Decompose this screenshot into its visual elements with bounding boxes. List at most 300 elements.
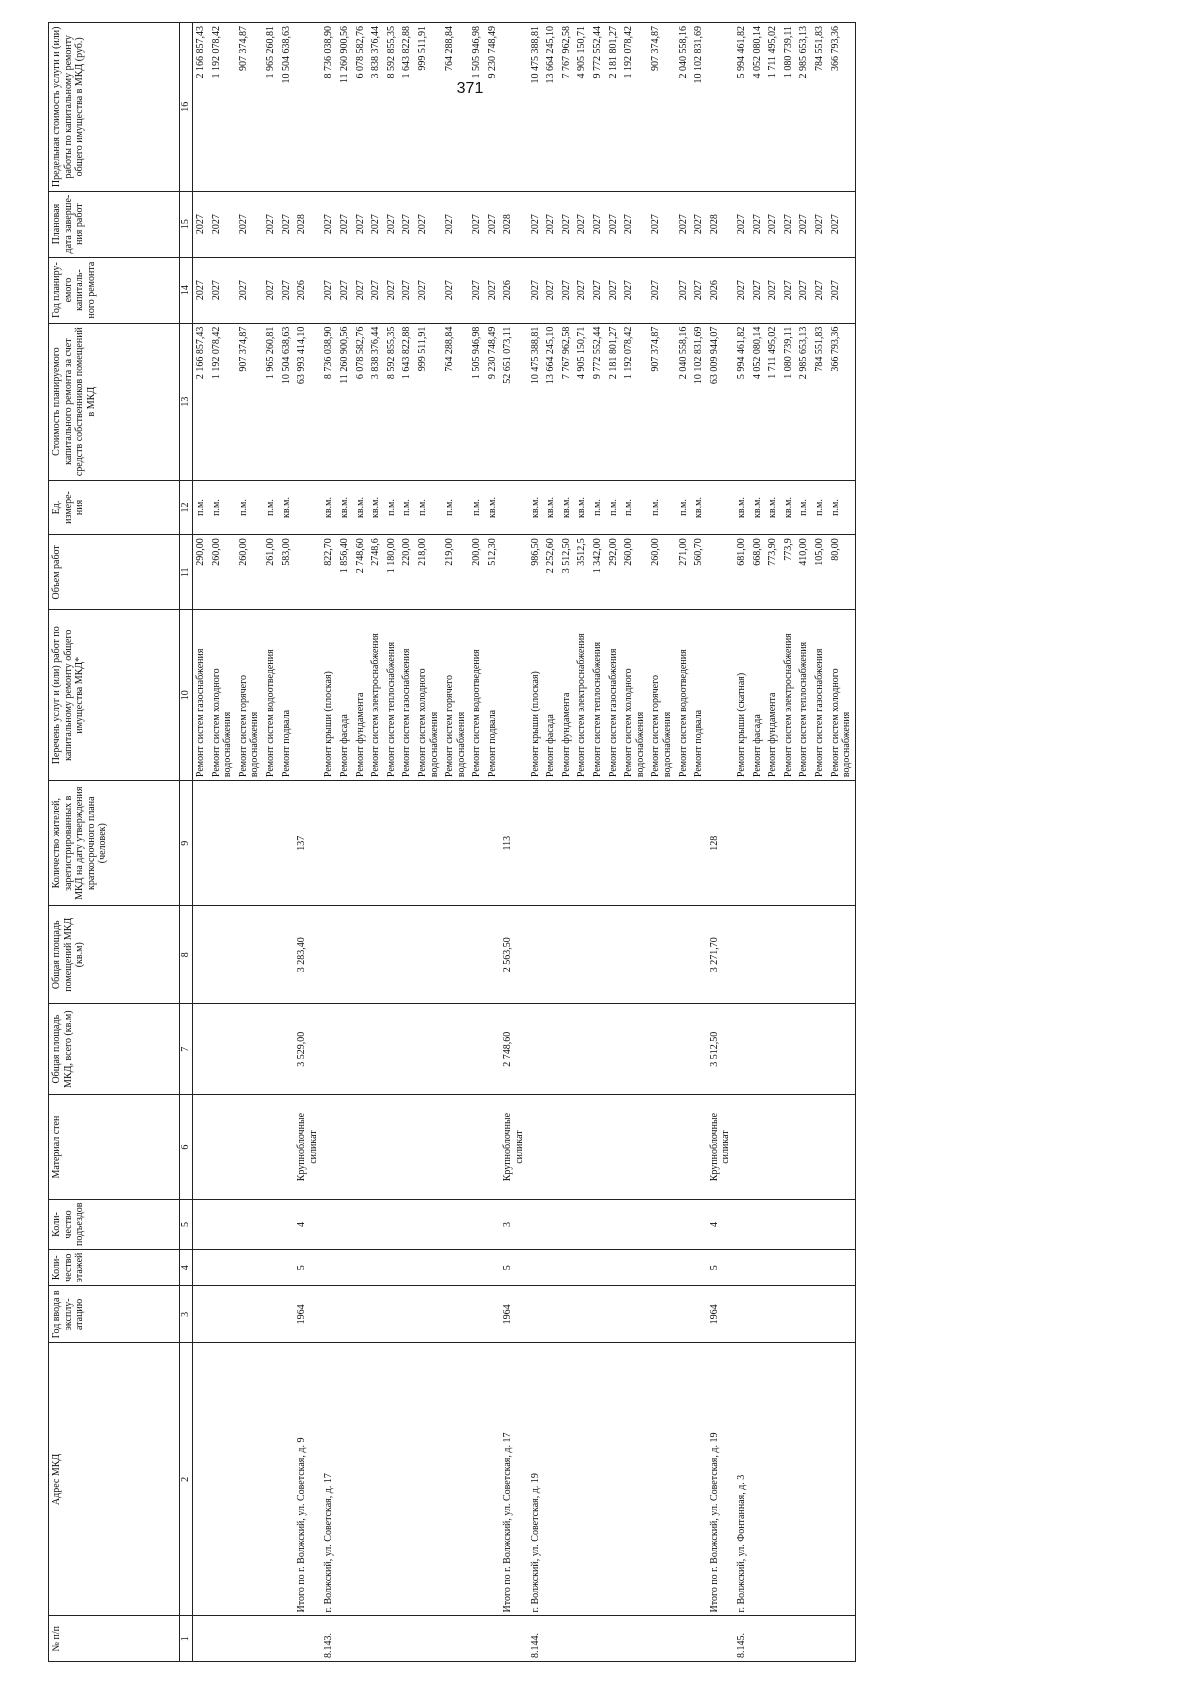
table-row: [796, 23, 812, 1662]
empty-cell: [263, 1199, 279, 1249]
work-name: Ремонт фасада: [750, 610, 766, 781]
work-end-year: 2027: [353, 191, 369, 257]
address: [442, 1343, 469, 1616]
empty-cell: [209, 1286, 236, 1343]
work-volume: 80,00: [828, 535, 856, 610]
empty-cell: [263, 1250, 279, 1286]
entrances: 4: [294, 1199, 321, 1249]
column-header: Перечень услуг и (или) работ по капитальному ремонту общего имущества МКД*: [49, 610, 180, 781]
empty-cell: [559, 1286, 575, 1343]
work-name: Ремонт систем теплоснабжения: [796, 610, 812, 781]
address: [765, 1343, 781, 1616]
empty-cell: [442, 1286, 469, 1343]
empty-cell: [263, 781, 279, 906]
work-cost: 11 260 900,56: [337, 323, 353, 480]
empty-cell: [469, 1250, 485, 1286]
address: [606, 1343, 622, 1616]
table-row: [559, 23, 575, 1662]
work-volume: 986,50: [528, 535, 544, 610]
address: [236, 1343, 263, 1616]
table-body: [193, 23, 856, 1662]
empty-cell: [606, 906, 622, 1004]
empty-cell: [415, 781, 442, 906]
work-name: Ремонт систем теплоснабжения: [590, 610, 606, 781]
empty-cell: [734, 1250, 750, 1286]
empty-cell: [193, 1199, 209, 1249]
work-cost: 2 985 653,13: [796, 323, 812, 480]
empty-cell: [279, 1095, 295, 1200]
empty-cell: [621, 1250, 648, 1286]
empty-cell: [528, 1250, 544, 1286]
row-number: [442, 1616, 469, 1662]
work-cost: 784 551,83: [812, 323, 828, 480]
work-year: 2027: [469, 257, 485, 323]
column-header: Плановая дата заверше-ния работ: [49, 191, 180, 257]
total-cost: 52 651 073,11: [500, 323, 527, 480]
work-cost: 2 040 558,16: [676, 323, 692, 480]
empty-cell: [750, 1250, 766, 1286]
total-row: [707, 23, 734, 1662]
empty-cell: [415, 1250, 442, 1286]
empty-cell: [691, 781, 707, 906]
row-number: [606, 1616, 622, 1662]
work-limit: 1 192 078,42: [621, 23, 648, 192]
work-cost: 1 711 495,02: [765, 323, 781, 480]
work-cost: 13 664 245,10: [543, 323, 559, 480]
empty-cell: [442, 906, 469, 1004]
work-volume: 1 180,00: [384, 535, 400, 610]
empty-cell: [648, 1199, 675, 1249]
work-year: 2027: [781, 257, 797, 323]
work-end-year: 2027: [574, 191, 590, 257]
empty-cell: [294, 535, 321, 610]
empty-cell: [750, 906, 766, 1004]
wall-material: Крупноблочные силикат: [294, 1095, 321, 1200]
empty-cell: [469, 906, 485, 1004]
empty-cell: [321, 1286, 337, 1343]
empty-cell: [294, 1616, 321, 1662]
work-volume: 2 748,60: [353, 535, 369, 610]
empty-cell: [559, 1199, 575, 1249]
row-number: [399, 1616, 415, 1662]
column-header: № п/п: [49, 1616, 180, 1662]
work-name: Ремонт систем холодного водоснабжения: [828, 610, 856, 781]
work-limit: 11 260 900,56: [337, 23, 353, 192]
work-name: Ремонт подвала: [279, 610, 295, 781]
total-row: [500, 23, 527, 1662]
work-year: 2027: [648, 257, 675, 323]
work-unit: п.м.: [236, 480, 263, 535]
row-number: [590, 1616, 606, 1662]
work-end-year: 2027: [765, 191, 781, 257]
empty-cell: [337, 1095, 353, 1200]
row-number: 8.143.: [321, 1616, 337, 1662]
work-name: Ремонт фундамента: [765, 610, 781, 781]
work-end-year: 2027: [442, 191, 469, 257]
total-label: Итого по г. Волжский, ул. Советская, д. 17: [500, 1343, 527, 1616]
column-header: Коли-чество этажей: [49, 1250, 180, 1286]
empty-cell: [337, 1286, 353, 1343]
empty-cell: [399, 781, 415, 906]
empty-cell: [384, 1199, 400, 1249]
work-end-year: 2027: [485, 191, 501, 257]
table-row: [263, 23, 279, 1662]
empty-cell: [279, 1004, 295, 1095]
empty-cell: [691, 1004, 707, 1095]
empty-cell: [812, 906, 828, 1004]
empty-cell: [236, 1199, 263, 1249]
empty-cell: [765, 1004, 781, 1095]
empty-cell: [415, 906, 442, 1004]
address: [485, 1343, 501, 1616]
work-year: 2027: [812, 257, 828, 323]
column-number: 3: [180, 1286, 193, 1343]
empty-cell: [209, 781, 236, 906]
empty-cell: [399, 1199, 415, 1249]
work-end-year: 2027: [648, 191, 675, 257]
work-volume: 261,00: [263, 535, 279, 610]
work-volume: 260,00: [648, 535, 675, 610]
page-number: 371: [456, 80, 484, 97]
work-cost: 10 475 388,81: [528, 323, 544, 480]
work-limit: 907 374,87: [236, 23, 263, 192]
work-end-year: 2027: [263, 191, 279, 257]
column-number: 4: [180, 1250, 193, 1286]
work-name: Ремонт фундамента: [353, 610, 369, 781]
work-limit: 1 711 495,02: [765, 23, 781, 192]
work-volume: 560,70: [691, 535, 707, 610]
empty-cell: [707, 23, 734, 192]
row-number: [415, 1616, 442, 1662]
work-year: 2027: [384, 257, 400, 323]
row-number: [469, 1616, 485, 1662]
work-cost: 366 793,36: [828, 323, 856, 480]
empty-cell: [590, 1004, 606, 1095]
work-unit: кв.м.: [750, 480, 766, 535]
work-end-year: 2027: [321, 191, 337, 257]
table-row: [399, 23, 415, 1662]
empty-cell: [528, 1095, 544, 1200]
empty-cell: [485, 781, 501, 906]
work-name: Ремонт подвала: [485, 610, 501, 781]
work-cost: 999 511,91: [415, 323, 442, 480]
work-volume: 260,00: [209, 535, 236, 610]
wall-material: Крупноблочные силикат: [500, 1095, 527, 1200]
work-volume: 668,00: [750, 535, 766, 610]
table-row: [485, 23, 501, 1662]
work-cost: 8 592 855,35: [384, 323, 400, 480]
empty-cell: [590, 1095, 606, 1200]
empty-cell: [812, 781, 828, 906]
empty-cell: [734, 1286, 750, 1343]
work-year: 2027: [193, 257, 209, 323]
address: [368, 1343, 384, 1616]
address: [781, 1343, 797, 1616]
empty-cell: [193, 1286, 209, 1343]
empty-cell: [279, 1250, 295, 1286]
work-end-year: 2027: [691, 191, 707, 257]
empty-cell: [399, 1250, 415, 1286]
row-number: [485, 1616, 501, 1662]
empty-cell: [528, 1199, 544, 1249]
entrances: 3: [500, 1199, 527, 1249]
work-unit: п.м.: [676, 480, 692, 535]
floors: 5: [707, 1250, 734, 1286]
work-unit: кв.м.: [485, 480, 501, 535]
work-volume: 773,90: [765, 535, 781, 610]
empty-cell: [337, 1004, 353, 1095]
column-number: 12: [180, 480, 193, 535]
empty-cell: [606, 1250, 622, 1286]
empty-cell: [734, 1199, 750, 1249]
work-unit: кв.м.: [734, 480, 750, 535]
empty-cell: [796, 1095, 812, 1200]
empty-cell: [469, 781, 485, 906]
work-limit: 4 052 080,14: [750, 23, 766, 192]
area-total: 3 512,50: [707, 1004, 734, 1095]
work-end-year: 2027: [384, 191, 400, 257]
work-limit: 764 288,84: [442, 23, 469, 192]
table-row: [442, 23, 469, 1662]
work-unit: п.м.: [415, 480, 442, 535]
column-header: Объем работ: [49, 535, 180, 610]
empty-cell: [193, 1250, 209, 1286]
work-end-year: 2027: [781, 191, 797, 257]
empty-cell: [368, 1286, 384, 1343]
empty-cell: [559, 906, 575, 1004]
work-name: Ремонт систем горячего водоснабжения: [648, 610, 675, 781]
empty-cell: [384, 1004, 400, 1095]
work-end-year: 2027: [193, 191, 209, 257]
capital-repair-table: [48, 22, 856, 1662]
empty-cell: [828, 1095, 856, 1200]
work-cost: 907 374,87: [648, 323, 675, 480]
empty-cell: [606, 1286, 622, 1343]
empty-cell: [765, 1095, 781, 1200]
address: г. Волжский, ул. Фонтанная, д. 3: [734, 1343, 750, 1616]
empty-cell: [621, 781, 648, 906]
empty-cell: [500, 610, 527, 781]
empty-cell: [469, 1286, 485, 1343]
empty-cell: [543, 906, 559, 1004]
empty-cell: [765, 1286, 781, 1343]
work-end-year: 2027: [828, 191, 856, 257]
row-number: [574, 1616, 590, 1662]
column-number: 11: [180, 535, 193, 610]
empty-cell: [574, 1250, 590, 1286]
row-number: [384, 1616, 400, 1662]
empty-cell: [321, 1004, 337, 1095]
work-limit: 1 192 078,42: [209, 23, 236, 192]
work-volume: 220,00: [399, 535, 415, 610]
table-row: [828, 23, 856, 1662]
table-row: [621, 23, 648, 1662]
row-number: [691, 1616, 707, 1662]
empty-cell: [442, 1199, 469, 1249]
work-volume: 218,00: [415, 535, 442, 610]
work-cost: 9 230 748,49: [485, 323, 501, 480]
empty-cell: [415, 1004, 442, 1095]
row-number: 8.144.: [528, 1616, 544, 1662]
work-year: 2027: [606, 257, 622, 323]
empty-cell: [621, 906, 648, 1004]
row-number: [263, 1616, 279, 1662]
work-limit: 9 230 748,49: [485, 23, 501, 192]
address: [384, 1343, 400, 1616]
row-number: [750, 1616, 766, 1662]
empty-cell: [590, 781, 606, 906]
work-name: Ремонт систем газоснабжения: [193, 610, 209, 781]
work-name: Ремонт крыши (плоская): [321, 610, 337, 781]
table-row: [209, 23, 236, 1662]
column-number: 6: [180, 1095, 193, 1200]
empty-cell: [621, 1286, 648, 1343]
empty-cell: [691, 1250, 707, 1286]
work-cost: 10 102 831,69: [691, 323, 707, 480]
empty-cell: [750, 1004, 766, 1095]
work-volume: 260,00: [621, 535, 648, 610]
empty-cell: [648, 1286, 675, 1343]
empty-cell: [236, 1004, 263, 1095]
empty-cell: [606, 1004, 622, 1095]
empty-cell: [574, 1095, 590, 1200]
empty-cell: [590, 906, 606, 1004]
empty-cell: [368, 906, 384, 1004]
empty-cell: [812, 1004, 828, 1095]
empty-cell: [337, 1250, 353, 1286]
empty-cell: [337, 906, 353, 1004]
work-unit: п.м.: [193, 480, 209, 535]
empty-cell: [337, 781, 353, 906]
empty-cell: [485, 1095, 501, 1200]
work-cost: 1 192 078,42: [621, 323, 648, 480]
work-volume: 260,00: [236, 535, 263, 610]
empty-cell: [796, 1286, 812, 1343]
work-volume: 512,30: [485, 535, 501, 610]
table-row: [321, 23, 337, 1662]
work-year: 2027: [621, 257, 648, 323]
empty-cell: [263, 1004, 279, 1095]
empty-cell: [765, 906, 781, 1004]
empty-cell: [543, 1199, 559, 1249]
empty-cell: [543, 1095, 559, 1200]
residents: 137: [294, 781, 321, 906]
empty-cell: [353, 1004, 369, 1095]
work-year: 2027: [676, 257, 692, 323]
address: [415, 1343, 442, 1616]
work-limit: 8 736 038,90: [321, 23, 337, 192]
work-unit: кв.м.: [337, 480, 353, 535]
empty-cell: [528, 1004, 544, 1095]
total-end-year: 2028: [500, 191, 527, 257]
empty-cell: [828, 1199, 856, 1249]
work-unit: п.м.: [606, 480, 622, 535]
empty-cell: [279, 1199, 295, 1249]
empty-cell: [399, 1004, 415, 1095]
work-unit: кв.м.: [279, 480, 295, 535]
work-volume: 105,00: [812, 535, 828, 610]
address: [263, 1343, 279, 1616]
work-cost: 4 052 080,14: [750, 323, 766, 480]
empty-cell: [543, 1286, 559, 1343]
empty-cell: [828, 1004, 856, 1095]
work-limit: 4 905 150,71: [574, 23, 590, 192]
work-cost: 9 772 552,44: [590, 323, 606, 480]
work-year: 2027: [828, 257, 856, 323]
work-name: Ремонт крыши (скатная): [734, 610, 750, 781]
empty-cell: [606, 1199, 622, 1249]
column-number: 5: [180, 1199, 193, 1249]
empty-cell: [574, 1286, 590, 1343]
empty-cell: [828, 906, 856, 1004]
empty-cell: [236, 1250, 263, 1286]
empty-cell: [263, 1095, 279, 1200]
empty-cell: [734, 1095, 750, 1200]
address: [399, 1343, 415, 1616]
empty-cell: [353, 1199, 369, 1249]
column-number: 16: [180, 23, 193, 192]
work-year: 2027: [574, 257, 590, 323]
empty-cell: [543, 1250, 559, 1286]
empty-cell: [781, 1004, 797, 1095]
table-row: [676, 23, 692, 1662]
empty-cell: [676, 1286, 692, 1343]
work-year: 2027: [691, 257, 707, 323]
empty-cell: [590, 1199, 606, 1249]
table-row: [781, 23, 797, 1662]
empty-cell: [676, 906, 692, 1004]
work-end-year: 2027: [750, 191, 766, 257]
empty-cell: [209, 906, 236, 1004]
work-end-year: 2027: [415, 191, 442, 257]
work-cost: 2 181 801,27: [606, 323, 622, 480]
empty-cell: [368, 781, 384, 906]
work-unit: п.м.: [621, 480, 648, 535]
work-unit: кв.м.: [353, 480, 369, 535]
empty-cell: [606, 781, 622, 906]
empty-cell: [574, 1004, 590, 1095]
empty-cell: [415, 1286, 442, 1343]
row-number: [279, 1616, 295, 1662]
work-year: 2027: [337, 257, 353, 323]
work-volume: 583,00: [279, 535, 295, 610]
table-row: [734, 23, 750, 1662]
total-label: Итого по г. Волжский, ул. Советская, д. 9: [294, 1343, 321, 1616]
work-cost: 6 078 582,76: [353, 323, 369, 480]
work-volume: 219,00: [442, 535, 469, 610]
column-number: 13: [180, 323, 193, 480]
work-year: 2027: [734, 257, 750, 323]
empty-cell: [559, 1095, 575, 1200]
empty-cell: [707, 1616, 734, 1662]
work-year: 2027: [528, 257, 544, 323]
empty-cell: [648, 906, 675, 1004]
empty-cell: [691, 1286, 707, 1343]
address: [648, 1343, 675, 1616]
area-total: 3 529,00: [294, 1004, 321, 1095]
row-number: [648, 1616, 675, 1662]
work-year: 2027: [415, 257, 442, 323]
row-number: [368, 1616, 384, 1662]
table-row: [236, 23, 263, 1662]
empty-cell: [294, 480, 321, 535]
work-limit: 366 793,36: [828, 23, 856, 192]
work-year: 2027: [796, 257, 812, 323]
empty-cell: [559, 1250, 575, 1286]
work-end-year: 2027: [279, 191, 295, 257]
empty-cell: [691, 1095, 707, 1200]
work-year: 2027: [543, 257, 559, 323]
